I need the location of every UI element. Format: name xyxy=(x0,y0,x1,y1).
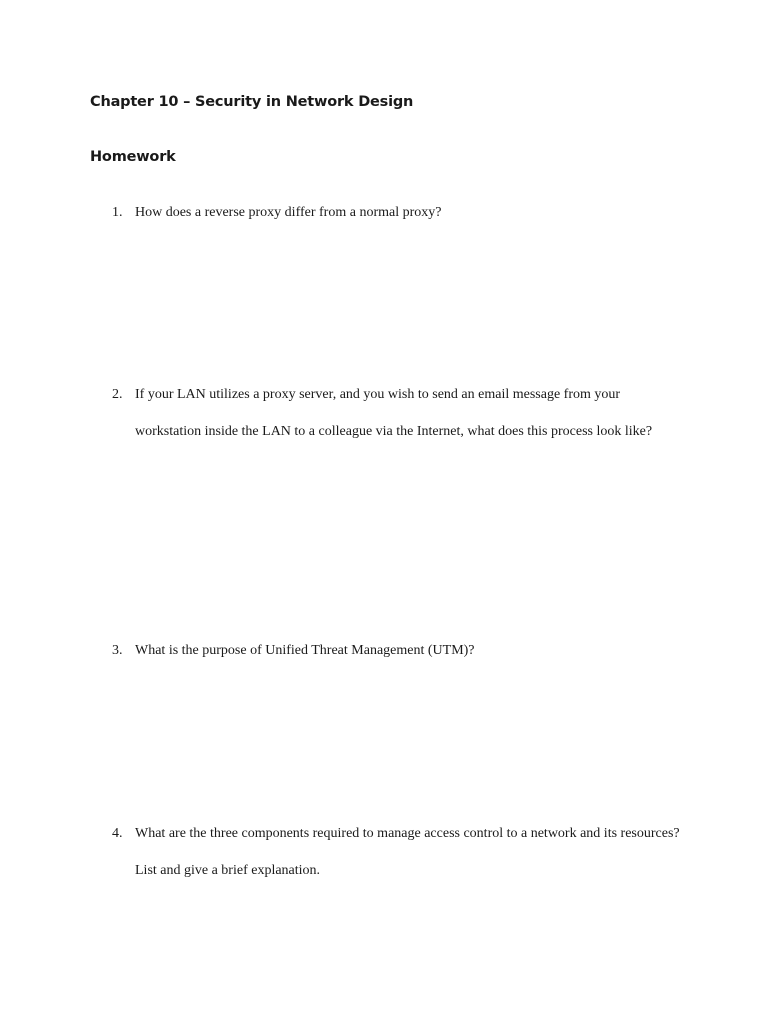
question-text: What is the purpose of Unified Threat Management (UTM)? xyxy=(135,643,475,658)
question-item-3 xyxy=(112,633,682,670)
question-number: 1. xyxy=(112,205,123,220)
question-item-4 xyxy=(112,816,682,889)
chapter-title: Chapter 10 – Security in Network Design xyxy=(90,94,414,110)
question-text: If your LAN utilizes a proxy server, and you wish to send an email message from your workstation inside the LAN to a colleague via the Internet, what does this process look like? xyxy=(135,387,653,439)
question-text: What are the three components required to manage access control to a network and its resources? List and give a brief explanation. xyxy=(135,826,680,878)
question-number: 4. xyxy=(112,826,123,841)
question-item-2 xyxy=(112,377,682,450)
section-heading-homework: Homework xyxy=(90,149,176,165)
question-text: How does a reverse proxy differ from a normal proxy? xyxy=(135,205,442,220)
question-item-1 xyxy=(112,195,682,232)
question-number: 3. xyxy=(112,643,123,658)
question-number: 2. xyxy=(112,387,123,402)
